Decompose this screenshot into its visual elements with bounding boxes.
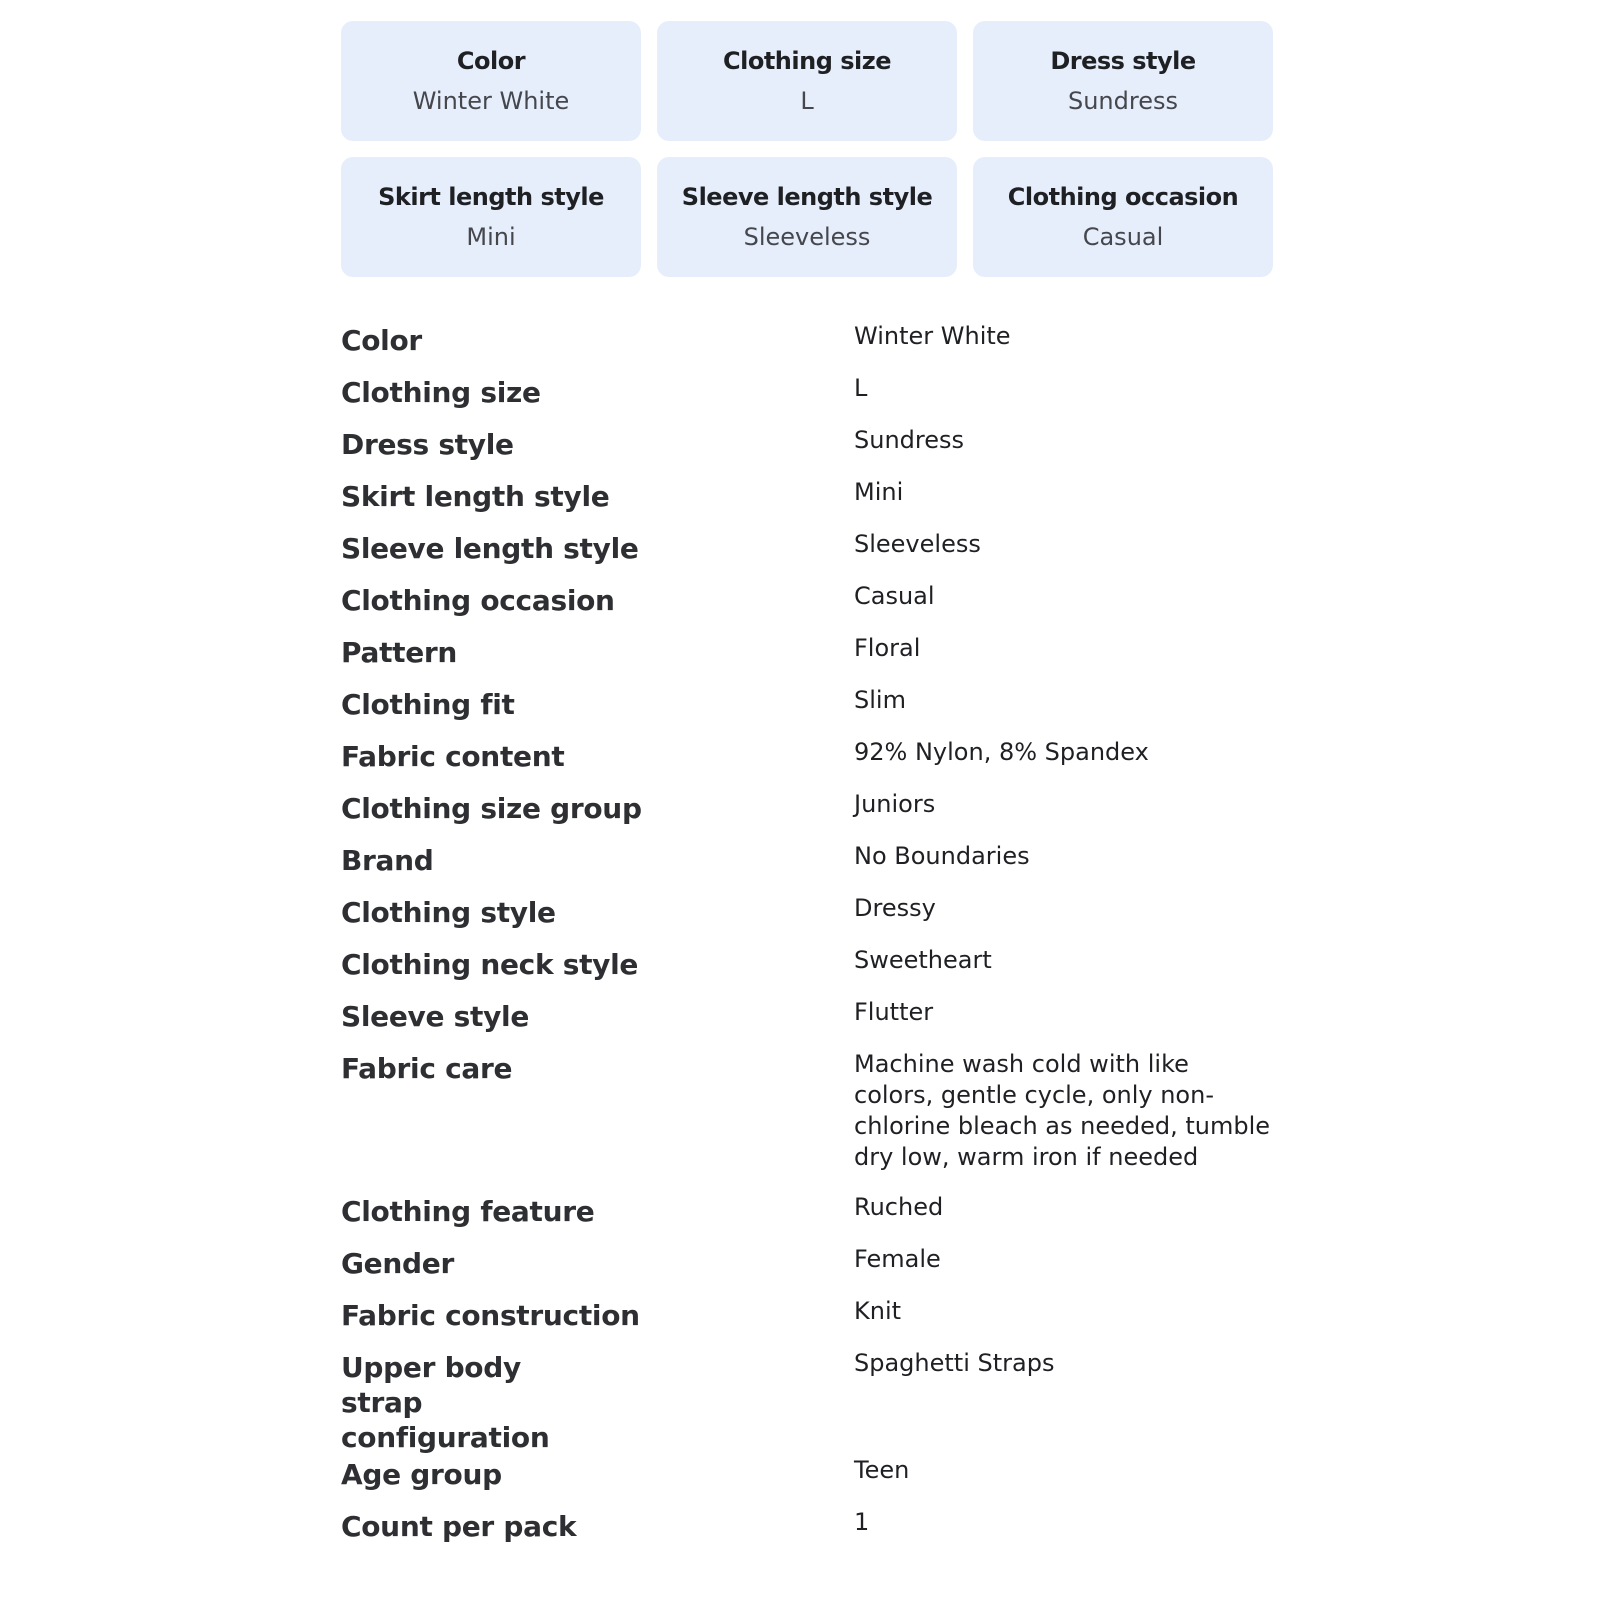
- highlight-label: Skirt length style: [378, 183, 604, 211]
- spec-label: Clothing neck style: [341, 948, 639, 981]
- spec-row-fabric-care: [341, 1049, 1273, 1192]
- highlight-tiles: [341, 21, 1273, 277]
- spec-label: Clothing occasion: [341, 584, 615, 617]
- spec-value: Sleeveless: [854, 530, 981, 558]
- spec-label: Pattern: [341, 636, 458, 669]
- highlight-label: Sleeve length style: [681, 183, 933, 211]
- spec-label: Sleeve style: [341, 1000, 530, 1033]
- spec-label: Clothing style: [341, 896, 556, 929]
- spec-value: Ruched: [854, 1193, 944, 1221]
- spec-row-age-group: [341, 1455, 1273, 1507]
- highlight-label: Color: [456, 47, 526, 75]
- spec-value: Winter White: [854, 322, 1011, 350]
- spec-label: Clothing size: [341, 376, 541, 409]
- highlight-tile-skirt-length-style: [341, 157, 641, 277]
- spec-label: Sleeve length style: [341, 532, 639, 565]
- spec-label: Skirt length style: [341, 480, 610, 513]
- spec-label: Fabric care: [341, 1052, 513, 1085]
- spec-row-gender: [341, 1244, 1273, 1296]
- highlight-value: Winter White: [412, 87, 570, 115]
- spec-row-fabric-construction: [341, 1296, 1273, 1348]
- spec-value: Female: [854, 1245, 941, 1273]
- spec-value: L: [854, 374, 868, 402]
- highlight-label: Dress style: [1050, 47, 1196, 75]
- spec-value: Knit: [854, 1297, 902, 1325]
- spec-label: Gender: [341, 1247, 454, 1280]
- spec-label: Clothing size group: [341, 792, 642, 825]
- spec-value: No Boundaries: [854, 842, 1030, 870]
- spec-row-sleeve-length-style: [341, 529, 1273, 581]
- spec-label: Clothing fit: [341, 688, 515, 721]
- highlight-label: Clothing size: [723, 47, 891, 75]
- spec-value: Sweetheart: [854, 946, 992, 974]
- spec-row-clothing-fit: [341, 685, 1273, 737]
- spec-label: Age group: [341, 1458, 502, 1491]
- spec-value: Teen: [854, 1456, 910, 1484]
- spec-label: Dress style: [341, 428, 514, 461]
- highlight-tile-color: [341, 21, 641, 141]
- highlight-label: Clothing occasion: [1007, 183, 1239, 211]
- highlight-tile-clothing-size: [657, 21, 957, 141]
- spec-label: Clothing feature: [341, 1195, 595, 1228]
- spec-value: Sundress: [854, 426, 965, 454]
- spec-row-pattern: [341, 633, 1273, 685]
- spec-value: Floral: [854, 634, 921, 662]
- highlight-tile-sleeve-length-style: [657, 157, 957, 277]
- product-specifications: [341, 21, 1273, 1559]
- spec-row-dress-style: [341, 425, 1273, 477]
- spec-row-brand: [341, 841, 1273, 893]
- spec-row-sleeve-style: [341, 997, 1273, 1049]
- spec-value: Mini: [854, 478, 904, 506]
- spec-label: Brand: [341, 844, 434, 877]
- spec-value: 1: [854, 1508, 870, 1536]
- highlight-value: L: [800, 87, 814, 115]
- highlight-value: Sundress: [1067, 87, 1178, 115]
- spec-row-color: [341, 321, 1273, 373]
- spec-value: Flutter: [854, 998, 934, 1026]
- spec-value: Dressy: [854, 894, 936, 922]
- spec-value: Slim: [854, 686, 906, 714]
- highlight-value: Casual: [1082, 223, 1164, 251]
- spec-label: Count per pack: [341, 1510, 577, 1543]
- highlight-tile-dress-style: [973, 21, 1273, 141]
- spec-label: Fabric content: [341, 740, 565, 773]
- spec-row-clothing-style: [341, 893, 1273, 945]
- spec-value: 92% Nylon, 8% Spandex: [854, 738, 1149, 766]
- highlight-value: Mini: [466, 223, 516, 251]
- spec-value: Spaghetti Straps: [854, 1349, 1055, 1377]
- spec-value: Juniors: [854, 790, 936, 818]
- spec-row-clothing-occasion: [341, 581, 1273, 633]
- highlight-value: Sleeveless: [743, 223, 871, 251]
- spec-value: Machine wash cold with like colors, gentle cycle, only non-chlorine bleach as needed, tumble dry low, warm iron if needed: [854, 1050, 1271, 1171]
- spec-row-count-per-pack: [341, 1507, 1273, 1559]
- spec-row-clothing-neck-style: [341, 945, 1273, 997]
- spec-label: Fabric construction: [341, 1299, 640, 1332]
- spec-table: [341, 321, 1273, 1559]
- spec-row-clothing-feature: [341, 1192, 1273, 1244]
- spec-row-skirt-length-style: [341, 477, 1273, 529]
- highlight-tile-clothing-occasion: [973, 157, 1273, 277]
- spec-label: Upper body strap configuration: [341, 1351, 550, 1454]
- spec-row-fabric-content: [341, 737, 1273, 789]
- spec-row-clothing-size-group: [341, 789, 1273, 841]
- spec-row-clothing-size: [341, 373, 1273, 425]
- spec-value: Casual: [854, 582, 935, 610]
- spec-row-upper-body-strap-configuration: [341, 1348, 1273, 1455]
- spec-label: Color: [341, 324, 422, 357]
